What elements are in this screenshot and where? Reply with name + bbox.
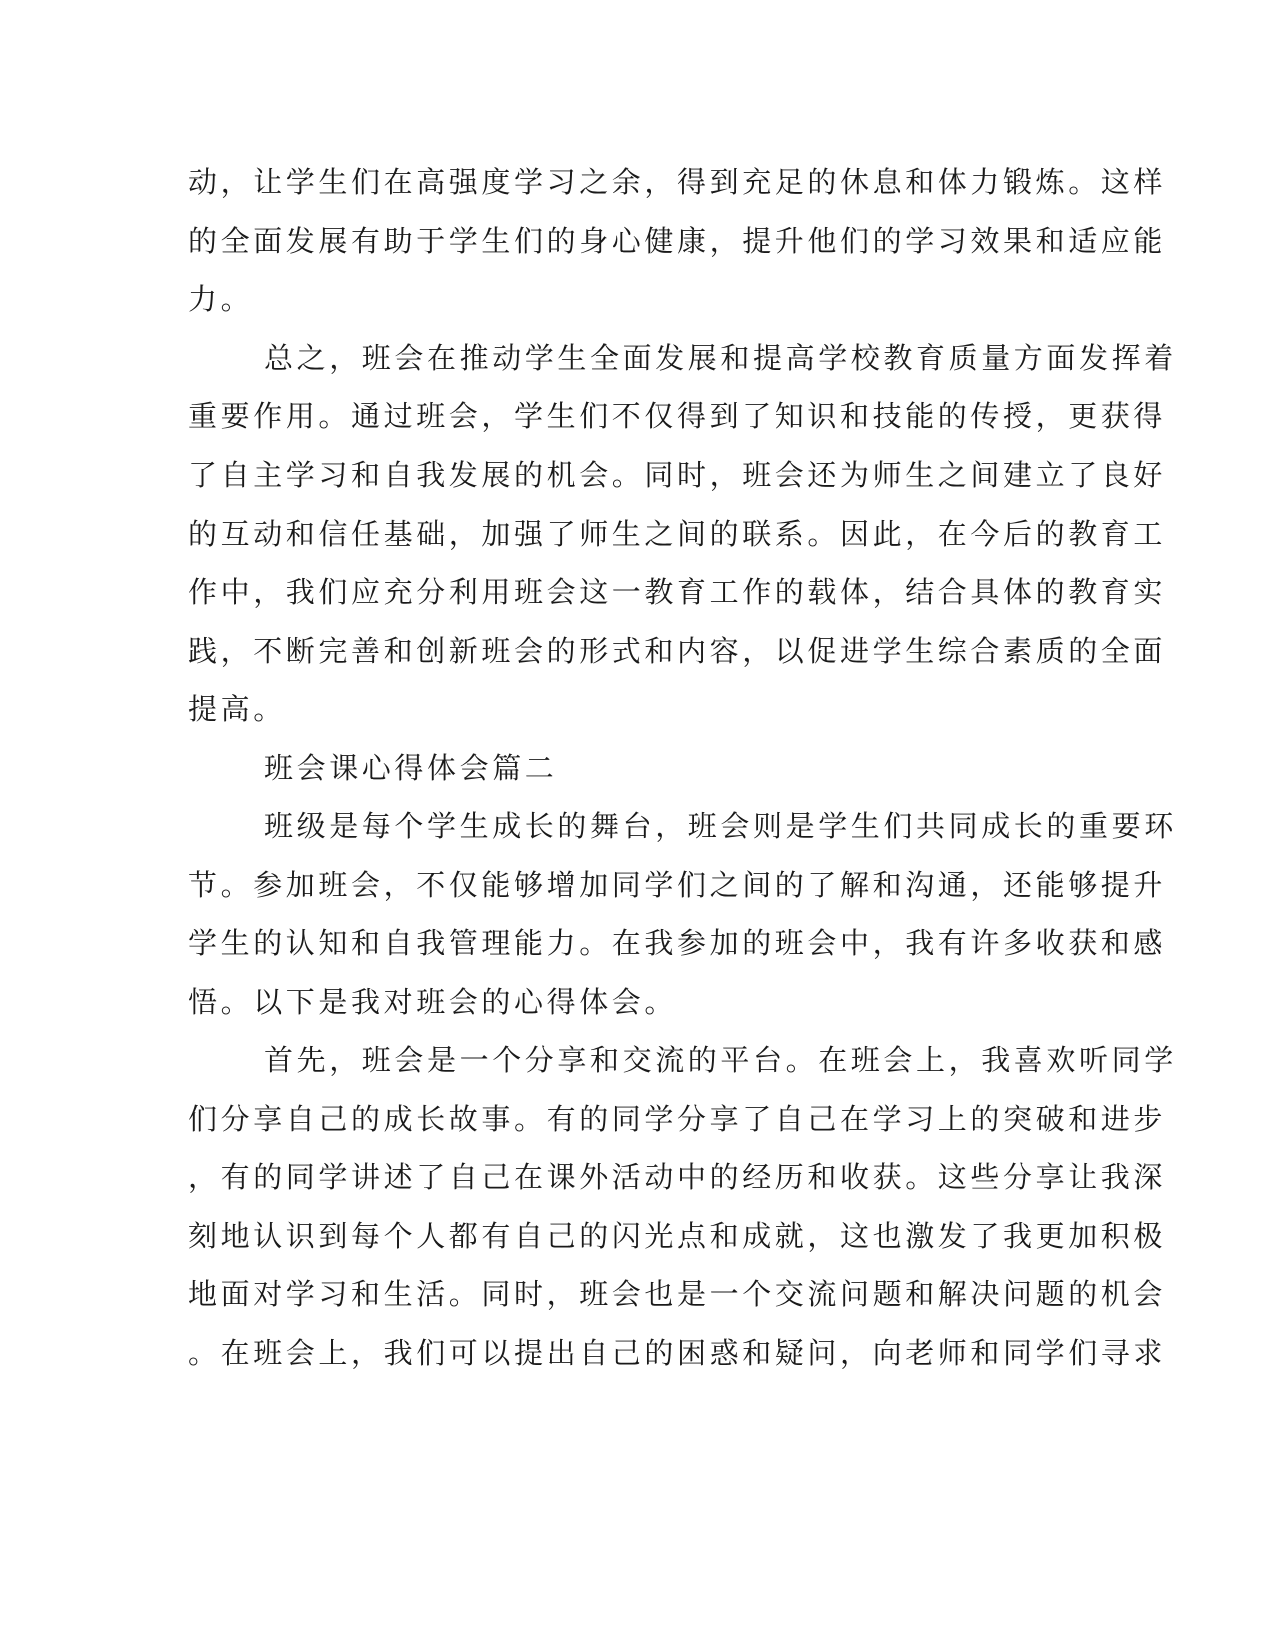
text-line: 地面对学习和生活。同时，班会也是一个交流问题和解决问题的机会 <box>188 1277 1167 1311</box>
text-line: 作中，我们应充分利用班会这一教育工作的载体，结合具体的教育实 <box>188 575 1167 609</box>
text-line: 了自主学习和自我发展的机会。同时，班会还为师生之间建立了良好 <box>188 458 1167 492</box>
text-line: 重要作用。通过班会，学生们不仅得到了知识和技能的传授，更获得 <box>188 399 1167 433</box>
text-line: 悟。以下是我对班会的心得体会。 <box>188 985 678 1019</box>
text-line: 动，让学生们在高强度学习之余，得到充足的休息和体力锻炼。这样 <box>188 165 1167 199</box>
text-line: 提高。 <box>188 692 286 726</box>
text-line: 学生的认知和自我管理能力。在我参加的班会中，我有许多收获和感 <box>188 926 1167 960</box>
text-line: 的全面发展有助于学生们的身心健康，提升他们的学习效果和适应能 <box>188 224 1167 258</box>
text-line: 节。参加班会，不仅能够增加同学们之间的了解和沟通，还能够提升 <box>188 868 1167 902</box>
text-line: 。在班会上，我们可以提出自己的困惑和疑问，向老师和同学们寻求 <box>188 1336 1167 1370</box>
section-heading: 班会课心得体会篇二 <box>264 751 558 785</box>
text-line: 刻地认识到每个人都有自己的闪光点和成就，这也激发了我更加积极 <box>188 1219 1167 1253</box>
text-line: 们分享自己的成长故事。有的同学分享了自己在学习上的突破和进步 <box>188 1102 1167 1136</box>
text-line: 践，不断完善和创新班会的形式和内容，以促进学生综合素质的全面 <box>188 634 1167 668</box>
paragraph-first-line: 班级是每个学生成长的舞台，班会则是学生们共同成长的重要环 <box>264 809 1177 843</box>
paragraph-first-line: 首先，班会是一个分享和交流的平台。在班会上，我喜欢听同学 <box>264 1043 1177 1077</box>
text-line: 力。 <box>188 282 254 316</box>
paragraph-first-line: 总之，班会在推动学生全面发展和提高学校教育质量方面发挥着 <box>264 341 1177 375</box>
text-line: 的互动和信任基础，加强了师生之间的联系。因此，在今后的教育工 <box>188 517 1167 551</box>
text-line: ，有的同学讲述了自己在课外活动中的经历和收获。这些分享让我深 <box>188 1160 1167 1194</box>
